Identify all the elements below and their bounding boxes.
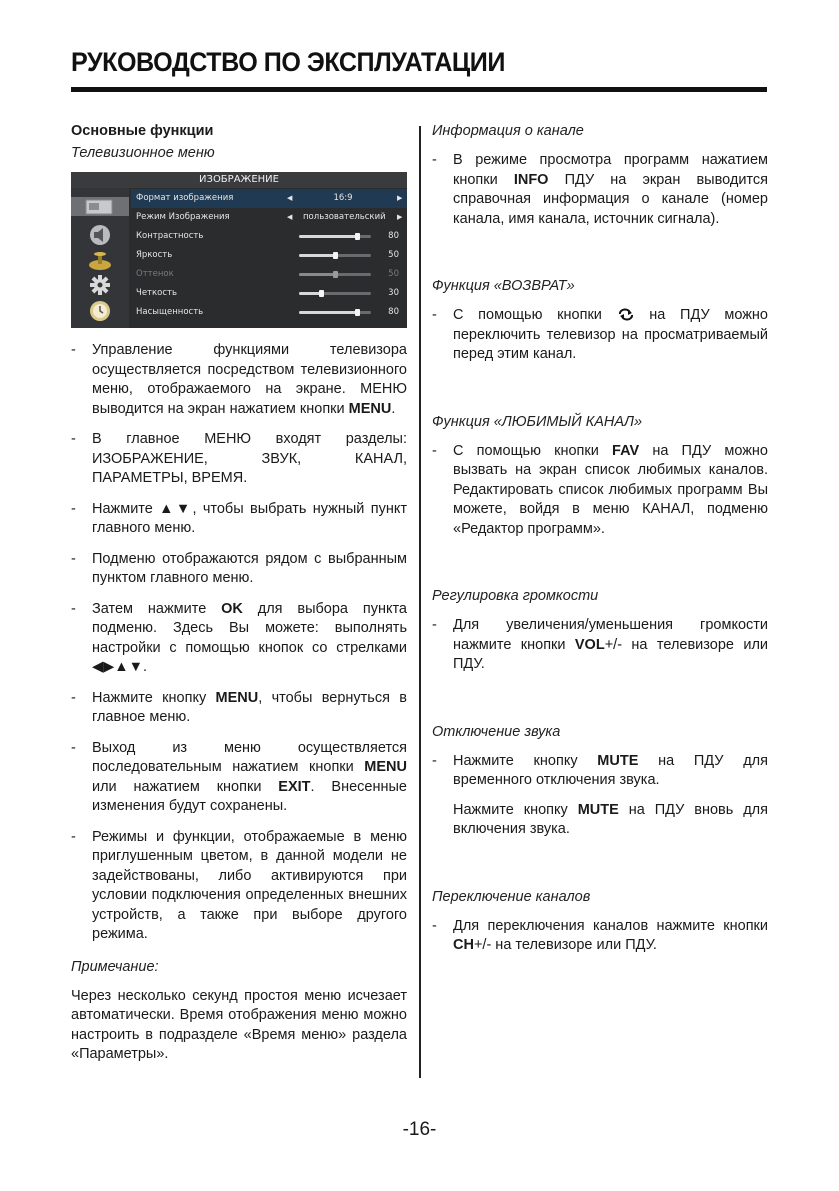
arrow-right-icon: ▶: [397, 194, 403, 202]
tv-menu-slider-knob: [355, 309, 360, 316]
bold-key: FAV: [612, 442, 640, 459]
list-item: - Затем нажмите OK для выбора пункта подменю. Здесь Вы можете: выполнять настройки с помощью кнопок со стрелками ◀▶▲▼.: [71, 600, 407, 675]
bold-key: MENU: [215, 689, 259, 706]
tv-menu-row-value: 16:9: [333, 193, 353, 203]
bullet-dash: -: [71, 689, 76, 706]
tv-menu-row-label: Формат изображения: [136, 193, 234, 203]
list-item: - Управление функциями телевизора осуществляется посредством телевизионного меню, отображаемого на экране. МЕНЮ выводится на экран нажатием кнопки MENU.: [71, 342, 407, 417]
channel-icon: [86, 250, 114, 268]
bold-key: EXIT: [278, 778, 311, 795]
list-item: - Нажмите кнопку MENU, чтобы вернуться в главное меню.: [71, 689, 407, 725]
list-item: - Для переключения каналов нажмите кнопки CH+/- на телевизоре или ПДУ.: [432, 917, 768, 953]
bullet-dash: -: [432, 617, 437, 633]
list-item: - Для увеличения/уменьшения громкости нажмите кнопки VOL+/- на телевизоре или ПДУ.: [432, 617, 768, 672]
bullet-dash: -: [432, 917, 437, 934]
arrow-right-icon: ▶: [397, 213, 403, 221]
section-heading: Функция «ВОЗВРАТ»: [432, 278, 575, 294]
tv-menu-slider: [299, 254, 371, 257]
tv-menu-row-value: пользовательский: [303, 212, 386, 222]
note-heading: Примечание:: [71, 958, 159, 975]
bold-key: INFO: [513, 171, 549, 188]
left-bullet-list: [71, 341, 407, 945]
list-item: - С помощью кнопки FAV на ПДУ можно вызвать на экран список любимых каналов. Редактировать список любимых программ Вы можете, войдя в меню КАНАЛ, подменю «Редактор программ».: [432, 442, 768, 537]
tv-menu-row-label: Яркость: [136, 250, 173, 260]
tv-menu-slider-fill: [299, 292, 321, 295]
list-item: - Нажмите кнопку MUTE на ПДУ для временного отключения звука.: [432, 752, 768, 788]
left-column: [71, 121, 407, 1065]
tv-menu-row: [131, 265, 407, 284]
section-heading: Информация о канале: [432, 123, 584, 139]
section-list: [432, 151, 768, 229]
tv-menu-title: ИЗОБРАЖЕНИЕ: [71, 172, 407, 188]
tv-menu-row: [131, 189, 407, 208]
section-heading-basic-functions: Основные функции: [71, 123, 214, 139]
bullet-dash: -: [71, 431, 76, 447]
tv-menu-slider-fill: [299, 254, 335, 257]
section-heading: Переключение каналов: [432, 888, 591, 905]
bullet-dash: -: [432, 152, 437, 168]
column-divider: [419, 126, 421, 1078]
tv-menu-slider-fill: [299, 273, 335, 276]
tv-menu-slider-knob: [333, 271, 338, 278]
bullet-dash: -: [71, 600, 76, 617]
section-list: [432, 917, 768, 956]
tv-menu-slider-fill: [299, 235, 357, 238]
tv-menu-row: [131, 284, 407, 303]
settings-icon: [86, 274, 114, 292]
header-rule: [71, 87, 767, 92]
bullet-dash: -: [432, 752, 437, 769]
list-item: - Режимы и функции, отображаемые в меню приглушенным цветом, в данной модели не задействованы, либо активируются при условии подключения определенных внешних устройств, а также при выборе другого режима.: [71, 828, 407, 942]
bullet-dash: -: [432, 307, 437, 323]
tv-menu-slider: [299, 311, 371, 314]
section-extra-text: Нажмите кнопку MUTE на ПДУ вновь для включения звука.: [453, 801, 768, 837]
tv-menu-row-value: 30: [388, 288, 399, 298]
bullet-dash: -: [71, 828, 76, 845]
bold-key: MENU: [364, 759, 407, 775]
section-list: [432, 616, 768, 675]
bullet-dash: -: [71, 342, 76, 358]
list-item: - С помощью кнопки на ПДУ можно переключить телевизор на просматриваемый перед этим канал.: [432, 307, 768, 362]
tv-menu-slider-knob: [333, 252, 338, 259]
tv-menu-row-label: Оттенок: [136, 269, 174, 279]
list-item: - Нажмите ▲▼, чтобы выбрать нужный пункт главного меню.: [71, 500, 407, 536]
section-heading: Функция «ЛЮБИМЫЙ КАНАЛ»: [432, 413, 643, 430]
tv-menu-slider: [299, 292, 371, 295]
tv-menu-slider-knob: [319, 290, 324, 297]
tv-menu-row: [131, 246, 407, 265]
section-list: [432, 306, 768, 365]
tv-menu-row: [131, 303, 407, 322]
tv-menu-screenshot: [71, 172, 407, 328]
page-title: РУКОВОДСТВО ПО ЭКСПЛУАТАЦИИ: [71, 47, 505, 77]
arrow-left-icon: ◀: [287, 194, 293, 202]
time-icon: [86, 300, 114, 318]
tv-menu-rows: [131, 189, 407, 322]
section-list: [432, 752, 768, 791]
bullet-dash: -: [71, 550, 76, 567]
list-item: - В режиме просмотра программ нажатием кнопки INFO ПДУ на экран выводится справочная информация о канале (номер канала, имя канала, источник сигнала).: [432, 152, 769, 227]
tv-menu-slider: [299, 273, 371, 276]
bold-key: MUTE: [577, 801, 619, 818]
bold-key: MENU: [348, 400, 392, 417]
tv-menu-row-value: 80: [388, 307, 399, 317]
tv-menu-row-value: 50: [388, 250, 399, 260]
picture-icon: [71, 197, 129, 216]
bold-key: OK: [221, 600, 243, 617]
list-item: - Подменю отображаются рядом с выбранным пунктом главного меню.: [71, 550, 407, 586]
subheading-tv-menu: Телевизионное меню: [71, 145, 215, 161]
arrow-left-icon: ◀: [287, 213, 293, 221]
section-heading: Отключение звука: [432, 723, 561, 740]
tv-menu-row: [131, 227, 407, 246]
tv-menu-slider-knob: [355, 233, 360, 240]
bold-key: CH: [453, 937, 474, 953]
sound-icon: [86, 224, 114, 242]
tv-menu-slider-fill: [299, 311, 357, 314]
bullet-dash: -: [71, 500, 76, 517]
bold-key: VOL: [574, 636, 605, 653]
tv-menu-icon-column: [71, 188, 129, 328]
tv-menu-row-label: Контрастность: [136, 231, 204, 241]
tv-menu-row-value: 50: [388, 269, 399, 279]
tv-menu-row-label: Насыщенность: [136, 307, 204, 317]
tv-menu-row-label: Четкость: [136, 288, 177, 298]
bullet-dash: -: [71, 739, 76, 756]
bullet-dash: -: [432, 442, 437, 459]
tv-menu-row: [131, 208, 407, 227]
section-list: [432, 442, 768, 540]
note-text: Через несколько секунд простоя меню исчезает автоматически. Время отображения меню можно настроить в подразделе «Время меню» раздела «Параметры».: [71, 987, 407, 1062]
right-column: [432, 121, 768, 956]
section-heading: Регулировка громкости: [432, 588, 599, 604]
tv-menu-row-value: 80: [388, 231, 399, 241]
list-item: - Выход из меню осуществляется последовательным нажатием кнопки MENU или нажатием кнопки EXIT. Внесенные изменения будут сохранены.: [71, 739, 407, 814]
bold-key: MUTE: [597, 752, 639, 769]
return-icon: [617, 307, 635, 323]
tv-menu-row-label: Режим Изображения: [136, 212, 230, 222]
list-item: - В главное МЕНЮ входят разделы: ИЗОБРАЖЕНИЕ, ЗВУК, КАНАЛ, ПАРАМЕТРЫ, ВРЕМЯ.: [71, 431, 407, 486]
tv-menu-slider: [299, 235, 371, 238]
page-number: -16-: [402, 1119, 437, 1140]
